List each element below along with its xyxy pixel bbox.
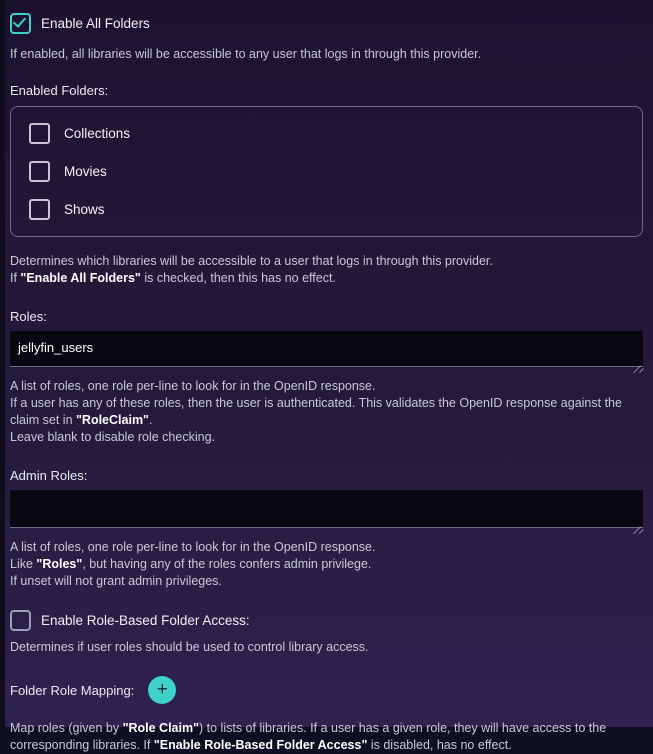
role-based-folder-access-help: Determines if user roles should be used to control library access. [10, 640, 369, 654]
folder-item-shows[interactable] [29, 199, 624, 220]
help-post: ) to lists of libraries. If a user has a given role, they will have access to the [199, 721, 607, 735]
role-based-folder-access-label: Enable Role-Based Folder Access: [41, 613, 250, 628]
collections-label: Collections [64, 126, 131, 141]
help-pre: If [10, 271, 21, 285]
enabled-folders-box [10, 106, 643, 237]
admin-roles-help-line1: A list of roles, one role per-line to look for in the OpenID response. [10, 540, 376, 554]
admin-roles-label: Admin Roles: [10, 468, 88, 483]
help-post: is checked, then this has no effect. [140, 271, 336, 285]
left-rail [0, 0, 5, 727]
admin-roles-input[interactable] [10, 490, 643, 528]
movies-label: Movies [64, 164, 107, 179]
help-pre: Map roles (given by [10, 721, 123, 735]
folder-item-movies[interactable] [29, 161, 624, 182]
help-post: . [148, 413, 153, 427]
roles-field-wrap [10, 331, 643, 370]
help-bold: "Enable All Folders" [20, 271, 141, 285]
folder-role-mapping-help-line2 [10, 737, 643, 754]
collections-checkbox[interactable] [29, 123, 50, 144]
help-bold: "RoleClaim" [76, 413, 149, 427]
help-pre: corresponding libraries. If [10, 738, 154, 752]
shows-label: Shows [64, 202, 105, 217]
help-pre: Like [10, 557, 37, 571]
enable-all-folders-checkbox[interactable] [10, 13, 31, 34]
enabled-folders-help-line2 [10, 270, 643, 287]
folder-role-mapping-row [10, 676, 643, 704]
roles-help-line2: If a user has any of these roles, then the user is authenticated. This validates the OpenID response against the [10, 396, 622, 410]
help-bold: "Role Claim" [122, 721, 200, 735]
folder-role-mapping-label: Folder Role Mapping: [10, 682, 135, 698]
add-folder-role-mapping-button[interactable]: + [148, 676, 176, 704]
roles-help-line3 [10, 412, 643, 429]
help-post: , but having any of the roles confers admin privilege. [82, 557, 372, 571]
help-bold: "Roles" [36, 557, 83, 571]
admin-roles-help-line3: If unset will not grant admin privileges. [10, 574, 222, 588]
folder-item-collections[interactable] [29, 123, 624, 144]
help-post: is disabled, has no effect. [367, 738, 512, 752]
movies-checkbox[interactable] [29, 161, 50, 182]
roles-help-line1: A list of roles, one role per-line to look for in the OpenID response. [10, 379, 376, 393]
enable-all-folders-help: If enabled, all libraries will be accessible to any user that logs in through this provider. [10, 47, 482, 61]
roles-label: Roles: [10, 309, 47, 324]
roles-help-line4: Leave blank to disable role checking. [10, 430, 215, 444]
enabled-folders-help-line1: Determines which libraries will be accessible to a user that logs in through this provider. [10, 254, 493, 268]
enable-all-folders-row[interactable] [10, 0, 643, 34]
enable-all-folders-label: Enable All Folders [41, 16, 150, 31]
role-based-folder-access-row[interactable] [10, 610, 643, 631]
folder-role-mapping-help-line1 [10, 720, 643, 737]
admin-roles-field-wrap [10, 490, 643, 531]
help-bold: "Enable Role-Based Folder Access" [153, 738, 368, 752]
roles-input[interactable] [10, 331, 643, 367]
help-pre: claim set in [10, 413, 76, 427]
admin-roles-help-line2 [10, 556, 643, 573]
role-based-folder-access-checkbox[interactable] [10, 610, 31, 631]
enabled-folders-label: Enabled Folders: [10, 83, 109, 98]
shows-checkbox[interactable] [29, 199, 50, 220]
